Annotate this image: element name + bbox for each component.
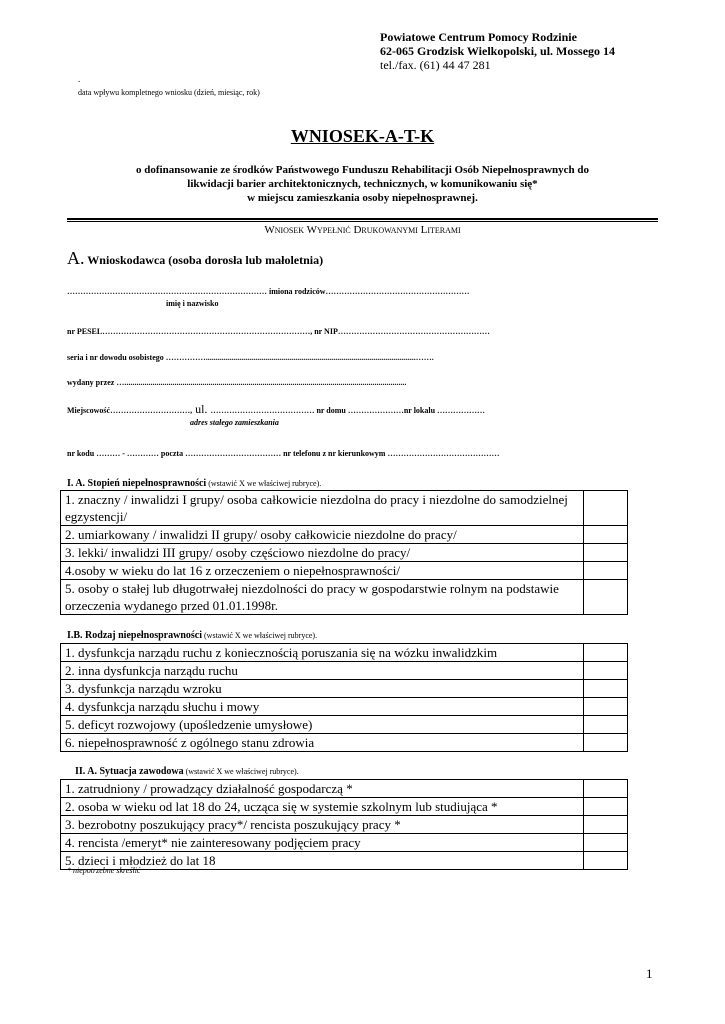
checkbox-cell[interactable] — [584, 544, 628, 562]
checkbox-cell[interactable] — [584, 698, 628, 716]
checkbox-cell[interactable] — [584, 716, 628, 734]
checkbox-cell[interactable] — [584, 816, 628, 834]
receipt-date-label: data wpływu kompletnego wniosku (dzień, miesiąc, rok) — [78, 88, 260, 97]
table-row: 1. zatrudniony / prowadzący działalność gospodarczą * — [61, 780, 628, 798]
fill-instruction: Wniosek Wypełnić Drukowanymi Literami — [264, 224, 461, 236]
org-phone: tel./fax. (61) 44 47 281 — [380, 58, 491, 72]
table-row: 2. umiarkowany / inwalidzi II grupy/ osoby całkowicie niezdolne do pracy/ — [61, 526, 628, 544]
section-a-heading: A. Wnioskodawca (osoba dorosła lub małoletnia) — [67, 248, 324, 268]
receipt-date-dot: . — [78, 74, 81, 84]
pesel-nip-field[interactable]: nr PESEL……………………………………………………………………, nr NIP………………………………………………… — [67, 327, 490, 336]
footnote: * niepotrzebne skreślić — [67, 866, 141, 875]
table-row: 2. inna dysfunkcja narządu ruchu — [61, 662, 628, 680]
address-label: adres stałego zamieszkania — [190, 418, 279, 427]
table-row: 4.osoby w wieku do lat 16 z orzeczeniem o niepełnosprawności/ — [61, 562, 628, 580]
checkbox-cell[interactable] — [584, 852, 628, 870]
organization-address — [380, 30, 615, 72]
address-field[interactable]: Miejscowość…………………………, ul. ………………………………… nr domu …………………nr lokalu ……………… — [67, 402, 486, 416]
checkbox-cell[interactable] — [584, 734, 628, 752]
employment-status-table — [60, 779, 628, 870]
checkbox-cell[interactable] — [584, 562, 628, 580]
table-row: 3. lekki/ inwalidzi III grupy/ osoby częściowo niezdolne do pracy/ — [61, 544, 628, 562]
table-row: 4. rencista /emeryt* nie zainteresowany podjęciem pracy — [61, 834, 628, 852]
document-subtitle: o dofinansowanie ze środków Państwowego Funduszu Rehabilitacji Osób Niepełnosprawnych do likwidacji barier architektonicznych, technicznych, w komunikowaniu się* w miejscu zamieszkania osoby niepełnosprawnej. — [136, 164, 589, 204]
divider — [67, 221, 658, 222]
checkbox-cell[interactable] — [584, 780, 628, 798]
checkbox-cell[interactable] — [584, 834, 628, 852]
table-row: 1. znaczny / inwalidzi I grupy/ osoba całkowicie niezdolna do pracy i niezdolne do samodzielnej egzystencji/ — [61, 491, 628, 526]
org-city: 62-065 Grodzisk Wielkopolski, ul. Mossego 14 — [380, 44, 616, 58]
name-parents-field[interactable]: ………………………………………………………………… imiona rodziców……………………………………………… — [67, 287, 470, 296]
checkbox-cell[interactable] — [584, 798, 628, 816]
checkbox-cell[interactable] — [584, 580, 628, 615]
divider — [67, 218, 658, 220]
postal-phone-field[interactable]: nr kodu ……… - ………… poczta ……………………………… nr telefonu z nr kierunkowym …………………………………… — [67, 449, 500, 458]
name-field-label: imię i nazwisko — [166, 299, 219, 308]
id-card-field[interactable]: seria i nr dowodu osobistego …………….........................................................................................................……. — [67, 353, 434, 362]
table-row: 3. bezrobotny poszukujący pracy*/ rencista poszukujący pracy * — [61, 816, 628, 834]
table-row: 5. dzieci i młodzież do lat 18 — [61, 852, 628, 870]
section-ia-heading: I. A. Stopień niepełnosprawności (wstawić X we właściwej rubryce). — [67, 478, 322, 489]
table-row: 4. dysfunkcja narządu słuchu i mowy — [61, 698, 628, 716]
issued-by-field[interactable]: wydany przez …............................................................................................................................................. — [67, 378, 407, 387]
section-ib-heading: I.B. Rodzaj niepełnosprawności (wstawić X we właściwej rubryce). — [67, 630, 318, 641]
org-name: Powiatowe Centrum Pomocy Rodzinie — [380, 30, 577, 44]
table-row: 1. dysfunkcja narządu ruchu z koniecznością poruszania się na wózku inwalidzkim — [61, 644, 628, 662]
checkbox-cell[interactable] — [584, 491, 628, 526]
disability-type-table — [60, 643, 628, 752]
disability-degree-table — [60, 490, 628, 615]
checkbox-cell[interactable] — [584, 680, 628, 698]
checkbox-cell[interactable] — [584, 526, 628, 544]
section-iia-heading: II. A. Sytuacja zawodowa (wstawić X we właściwej rubryce). — [75, 766, 299, 777]
table-row: 5. osoby o stałej lub długotrwałej niezdolności do pracy w gospodarstwie rolnym na podstawie orzeczenia wydanego przed 01.01.1998r. — [61, 580, 628, 615]
table-row: 3. dysfunkcja narządu wzroku — [61, 680, 628, 698]
checkbox-cell[interactable] — [584, 644, 628, 662]
table-row: 5. deficyt rozwojowy (upośledzenie umysłowe) — [61, 716, 628, 734]
checkbox-cell[interactable] — [584, 662, 628, 680]
table-row: 6. niepełnosprawność z ogólnego stanu zdrowia — [61, 734, 628, 752]
table-row: 2. osoba w wieku od lat 18 do 24, ucząca się w systemie szkolnym lub studiująca * — [61, 798, 628, 816]
document-title: WNIOSEK-A-T-K — [290, 126, 435, 146]
page-number: 1 — [646, 966, 653, 981]
